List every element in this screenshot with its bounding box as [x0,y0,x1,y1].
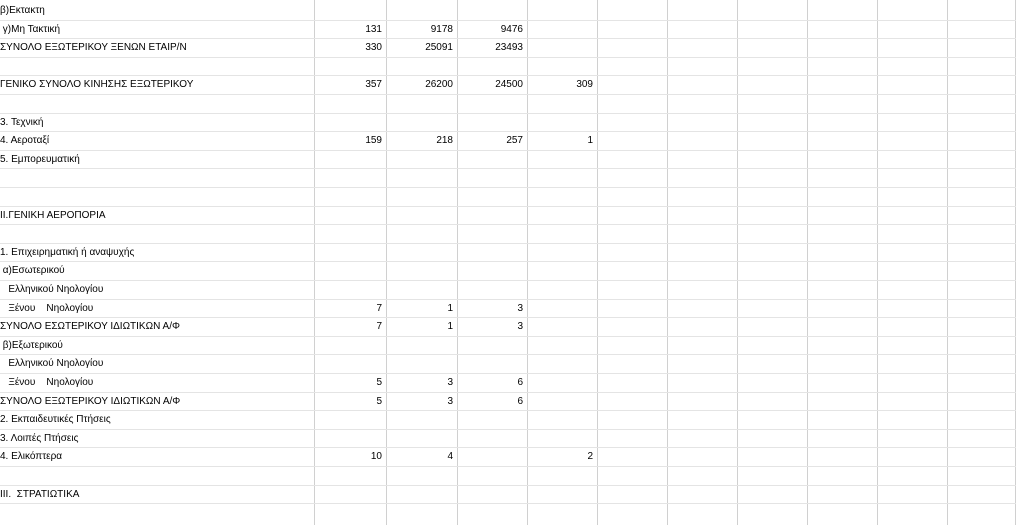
value-cell-col-2[interactable] [386,58,457,77]
row-label-cell[interactable] [0,188,314,207]
row-label-cell[interactable]: 2. Εκπαιδευτικές Πτήσεις [0,414,111,426]
value-cell-col-2[interactable] [386,430,457,449]
value-cell-col-4[interactable] [527,39,597,58]
row-label-cell[interactable]: ΓΕΝΙΚΟ ΣΥΝΟΛΟ ΚΙΝΗΣΗΣ ΕΞΩΤΕΡΙΚΟΥ [0,79,194,91]
value-cell-col-2[interactable] [386,355,457,374]
row-label-cell[interactable]: ΣΥΝΟΛΟ ΕΣΩΤΕΡΙΚΟΥ ΙΔΙΩΤΙΚΩΝ Α/Φ [0,321,180,333]
table-row [0,225,1016,244]
row-label-cell[interactable]: III. ΣΤΡΑΤΙΩΤΙΚΑ [0,488,80,500]
value-cell-col-1[interactable]: 7 [376,302,382,314]
value-cell-col-1[interactable] [314,411,386,430]
row-label-cell[interactable]: Ξένου Νηολογίου [0,377,94,388]
value-cell-col-3[interactable] [457,337,527,356]
value-cell-col-2[interactable]: 9178 [430,23,453,35]
table-row [0,95,1016,114]
value-cell-col-1[interactable]: 357 [365,79,382,91]
table-row [0,2,1016,21]
value-cell-col-3[interactable] [457,151,527,170]
value-cell-col-3[interactable] [457,467,527,486]
value-cell-col-1[interactable] [314,281,386,300]
value-cell-col-2[interactable] [386,169,457,188]
value-cell-col-4[interactable] [527,114,597,133]
value-cell-col-4[interactable] [527,244,597,263]
value-cell-col-4[interactable] [527,188,597,207]
value-cell-col-2[interactable] [386,467,457,486]
table-row [0,430,1016,449]
value-cell-col-4[interactable] [527,207,597,226]
table-row [0,411,1016,430]
value-cell-col-4[interactable] [527,318,597,337]
value-cell-col-4[interactable] [527,337,597,356]
table-row [0,21,1016,40]
value-cell-col-3[interactable]: 3 [517,302,523,314]
value-cell-col-1[interactable] [314,207,386,226]
value-cell-col-1[interactable] [314,355,386,374]
table-row [0,300,1016,319]
value-cell-col-3[interactable]: 3 [517,321,523,333]
row-label-cell[interactable]: 1. Επιχειρηματική ή αναψυχής [0,246,135,258]
row-label-cell[interactable]: Ελληνικού Νηολογίου [0,284,104,295]
value-cell-col-1[interactable] [314,244,386,263]
table-row [0,467,1016,486]
row-label-cell[interactable] [0,467,314,486]
table-row [0,393,1016,412]
value-cell-col-3[interactable] [457,2,527,21]
value-cell-col-1[interactable]: 5 [376,377,382,388]
value-cell-col-1[interactable] [314,151,386,170]
value-cell-col-2[interactable] [386,244,457,263]
value-cell-col-1[interactable] [314,225,386,244]
value-cell-col-4[interactable] [527,262,597,281]
value-cell-col-2[interactable] [386,2,457,21]
value-cell-col-4[interactable] [527,355,597,374]
row-label-cell[interactable]: Ελληνικού Νηολογίου [0,358,104,370]
table-row [0,188,1016,207]
value-cell-col-4[interactable] [527,58,597,77]
value-cell-col-2[interactable] [386,114,457,133]
row-label-cell[interactable] [0,58,314,77]
value-cell-col-3[interactable]: 24500 [495,79,523,91]
value-cell-col-3[interactable] [457,448,527,467]
value-cell-col-4[interactable] [527,393,597,412]
value-cell-col-3[interactable] [457,95,527,114]
value-cell-col-2[interactable]: 3 [447,377,453,388]
row-label-cell[interactable]: 3. Λοιπές Πτήσεις [0,432,79,444]
row-label-cell[interactable]: II.ΓΕΝΙΚΗ ΑΕΡΟΠΟΡΙΑ [0,209,106,221]
table-row [0,151,1016,170]
value-cell-col-3[interactable] [457,281,527,300]
value-cell-col-2[interactable] [386,486,457,505]
value-cell-col-1[interactable] [314,262,386,281]
value-cell-col-2[interactable]: 218 [436,135,453,147]
row-label-cell[interactable]: Ξένου Νηολογίου [0,302,94,314]
table-row [0,281,1016,300]
value-cell-col-3[interactable] [457,169,527,188]
row-label-cell[interactable] [0,95,314,114]
value-cell-col-4[interactable] [527,430,597,449]
value-cell-col-1[interactable]: 330 [365,42,382,54]
value-cell-col-4[interactable] [527,411,597,430]
value-cell-col-4[interactable]: 1 [587,135,593,147]
value-cell-col-2[interactable] [386,411,457,430]
row-label-cell[interactable]: β)Εξωτερικού [0,339,63,351]
table-row [0,132,1016,151]
value-cell-col-2[interactable] [386,207,457,226]
value-cell-col-4[interactable] [527,151,597,170]
table-row [0,76,1016,95]
table-row [0,114,1016,133]
row-label-cell[interactable] [0,225,314,244]
value-cell-col-3[interactable]: 9476 [500,23,523,35]
value-cell-col-3[interactable] [457,58,527,77]
value-cell-col-2[interactable] [386,95,457,114]
value-cell-col-1[interactable] [314,58,386,77]
value-cell-col-4[interactable]: 2 [587,451,593,463]
row-label-cell[interactable]: 3. Τεχνική [0,116,44,128]
value-cell-col-3[interactable] [457,486,527,505]
row-label-cell[interactable]: γ)Μη Τακτική [0,23,61,35]
table-row [0,244,1016,263]
row-label-cell[interactable]: α)Εσωτερικού [0,265,65,277]
table-row [0,262,1016,281]
table-row [0,169,1016,188]
table-row [0,374,1016,393]
value-cell-col-1[interactable]: 5 [376,395,382,407]
value-cell-col-1[interactable] [314,169,386,188]
value-cell-col-4[interactable] [527,95,597,114]
value-cell-col-1[interactable] [314,2,386,21]
value-cell-col-1[interactable]: 131 [365,23,382,35]
value-cell-col-4[interactable] [527,21,597,40]
value-cell-col-3[interactable]: 6 [517,377,523,388]
row-label-cell[interactable]: ΣΥΝΟΛΟ ΕΞΩΤΕΡΙΚΟΥ ΞΕΝΩΝ ΕΤΑΙΡ/Ν [0,42,187,54]
value-cell-col-2[interactable]: 3 [447,395,453,407]
value-cell-col-1[interactable] [314,467,386,486]
value-cell-col-1[interactable] [314,114,386,133]
row-label-cell[interactable]: 5. Εμπορευματική [0,153,80,165]
value-cell-col-2[interactable] [386,225,457,244]
value-cell-col-4[interactable]: 309 [576,79,593,91]
value-cell-col-4[interactable] [527,225,597,244]
value-cell-col-3[interactable] [457,355,527,374]
value-cell-col-4[interactable] [527,169,597,188]
table-row [0,318,1016,337]
value-cell-col-4[interactable] [527,486,597,505]
value-cell-col-3[interactable] [457,225,527,244]
value-cell-col-3[interactable]: 6 [517,395,523,407]
table-row [0,337,1016,356]
value-cell-col-2[interactable] [386,281,457,300]
value-cell-col-3[interactable] [457,114,527,133]
value-cell-col-2[interactable] [386,188,457,207]
row-label-cell[interactable]: 4. Αεροταξί [0,135,50,147]
value-cell-col-1[interactable] [314,486,386,505]
row-label-cell[interactable]: ΣΥΝΟΛΟ ΕΞΩΤΕΡΙΚΟΥ ΙΔΙΩΤΙΚΩΝ Α/Φ [0,395,181,407]
value-cell-col-2[interactable] [386,337,457,356]
value-cell-col-1[interactable] [314,337,386,356]
value-cell-col-2[interactable]: 25091 [425,42,453,54]
value-cell-col-4[interactable] [527,467,597,486]
table-row [0,58,1016,77]
value-cell-col-1[interactable]: 159 [365,135,382,147]
table-row [0,448,1016,467]
value-cell-col-3[interactable]: 257 [506,135,523,147]
value-cell-col-4[interactable] [527,281,597,300]
value-cell-col-2[interactable]: 26200 [425,79,453,91]
value-cell-col-4[interactable] [527,2,597,21]
value-cell-col-3[interactable] [457,430,527,449]
value-cell-col-2[interactable]: 1 [447,302,453,314]
value-cell-col-4[interactable] [527,374,597,393]
value-cell-col-3[interactable] [457,188,527,207]
value-cell-col-3[interactable] [457,244,527,263]
value-cell-col-1[interactable]: 7 [376,321,382,333]
value-cell-col-3[interactable] [457,411,527,430]
table-row [0,355,1016,374]
value-cell-col-3[interactable] [457,207,527,226]
value-cell-col-1[interactable] [314,95,386,114]
row-label-cell[interactable]: 4. Ελικόπτερα [0,451,63,463]
value-cell-col-4[interactable] [527,300,597,319]
value-cell-col-1[interactable] [314,430,386,449]
table-row [0,39,1016,58]
table-row [0,486,1016,505]
value-cell-col-3[interactable]: 23493 [495,42,523,54]
value-cell-col-2[interactable] [386,262,457,281]
value-cell-col-3[interactable] [457,262,527,281]
value-cell-col-1[interactable]: 10 [370,451,382,463]
value-cell-col-2[interactable] [386,151,457,170]
row-label-cell[interactable] [0,169,314,188]
value-cell-col-2[interactable]: 1 [447,321,453,333]
table-row [0,207,1016,226]
value-cell-col-1[interactable] [314,188,386,207]
value-cell-col-2[interactable]: 4 [447,451,453,463]
row-label-cell[interactable]: β)Εκτακτη [0,5,45,16]
